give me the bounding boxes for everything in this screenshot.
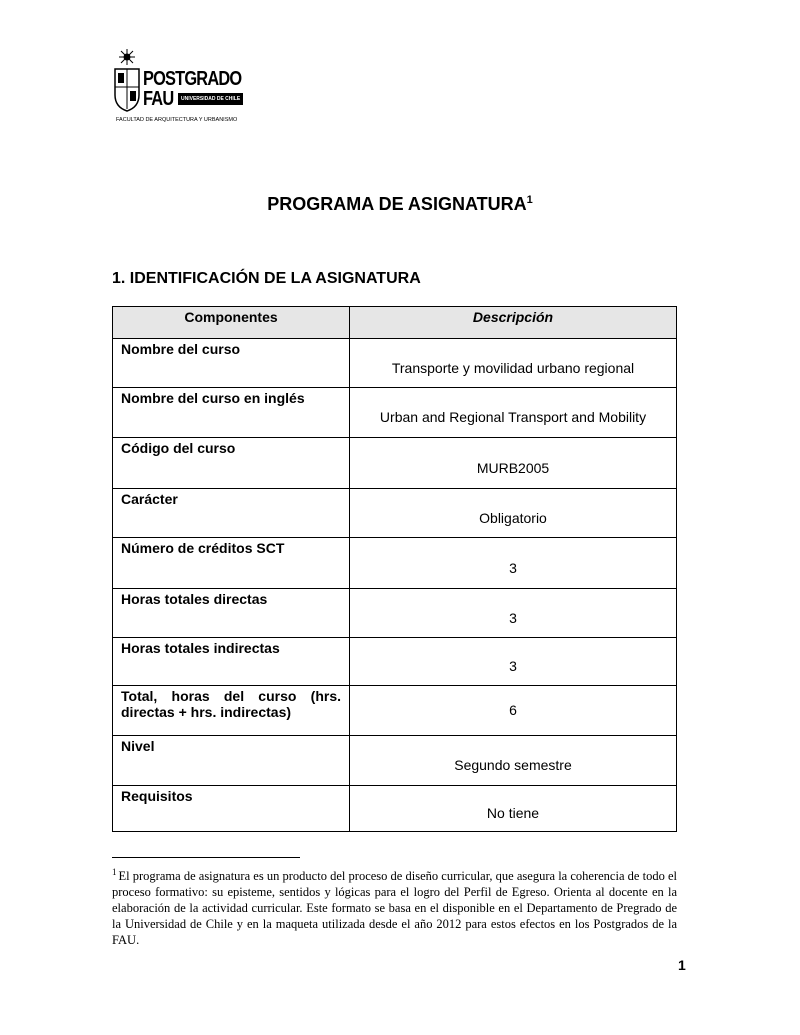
section-heading: 1. IDENTIFICACIÓN DE LA ASIGNATURA: [112, 270, 421, 287]
header-descripcion: Descripción: [350, 307, 677, 339]
logo-university-badge: UNIVERSIDAD DE CHILE: [178, 93, 243, 105]
row-value: MURB2005: [350, 438, 677, 489]
row-value: Urban and Regional Transport and Mobility: [350, 388, 677, 438]
page-title-text: PROGRAMA DE ASIGNATURA: [267, 194, 527, 214]
header-componentes: Componentes: [113, 307, 350, 339]
table-row: [113, 538, 677, 589]
row-label: Horas totales directas: [113, 589, 350, 638]
row-value: Transporte y movilidad urbano regional: [350, 339, 677, 388]
table-row: [113, 686, 677, 736]
table-row: [113, 388, 677, 438]
row-label: Nombre del curso: [113, 339, 350, 388]
footnote: [112, 864, 677, 948]
footnote-mark: 1: [112, 867, 117, 877]
row-label: Requisitos: [113, 786, 350, 832]
footnote-text: El programa de asignatura es un producto del proceso de diseño curricular, que asegura la coherencia de todo el proceso formativo: su episteme, sentidos y lógicas para el logro del Perfil de Egreso. Orienta al docente en la elaboración de la actividad curricular. Este formato se basa en el disponible en el Departamento de Pregrado de la Universidad de Chile y en la maqueta utilizada desde el año 2012 para estos efectos en los Postgrados de la FAU.: [112, 869, 677, 947]
row-value: Segundo semestre: [350, 736, 677, 786]
table-row: [113, 589, 677, 638]
row-label-line1: Total, horas del curso (hrs.: [121, 688, 341, 704]
logo-postgrado-text: POSTGRADO: [143, 68, 242, 90]
page-number: 1: [678, 957, 686, 973]
row-label: Nivel: [113, 736, 350, 786]
table-row: [113, 786, 677, 832]
row-value: 6: [350, 686, 677, 736]
university-emblem-icon: [112, 47, 142, 113]
row-label: Carácter: [113, 489, 350, 538]
table-row: [113, 339, 677, 388]
footnote-divider: [112, 857, 300, 858]
row-label: Horas totales indirectas: [113, 638, 350, 686]
row-label-line2: directas + hrs. indirectas): [121, 704, 292, 720]
row-value: 3: [350, 538, 677, 589]
table-row: [113, 638, 677, 686]
table-row: [113, 489, 677, 538]
logo-fau-text: FAU: [143, 88, 174, 110]
row-value: No tiene: [350, 786, 677, 832]
row-value: 3: [350, 589, 677, 638]
row-label: Código del curso: [113, 438, 350, 489]
logo-faculty-text: FACULTAD DE ARQUITECTURA Y URBANISMO: [116, 117, 238, 123]
title-footnote-mark: 1: [526, 194, 533, 206]
row-label: [113, 686, 350, 736]
identification-table: [112, 306, 677, 832]
table-header-row: [113, 307, 677, 339]
row-label: Número de créditos SCT: [113, 538, 350, 589]
table-row: [113, 736, 677, 786]
table-row: [113, 438, 677, 489]
postgrado-fau-logo: [112, 47, 242, 127]
page-title: [0, 194, 800, 215]
row-value: Obligatorio: [350, 489, 677, 538]
row-label: Nombre del curso en inglés: [113, 388, 350, 438]
row-value: 3: [350, 638, 677, 686]
